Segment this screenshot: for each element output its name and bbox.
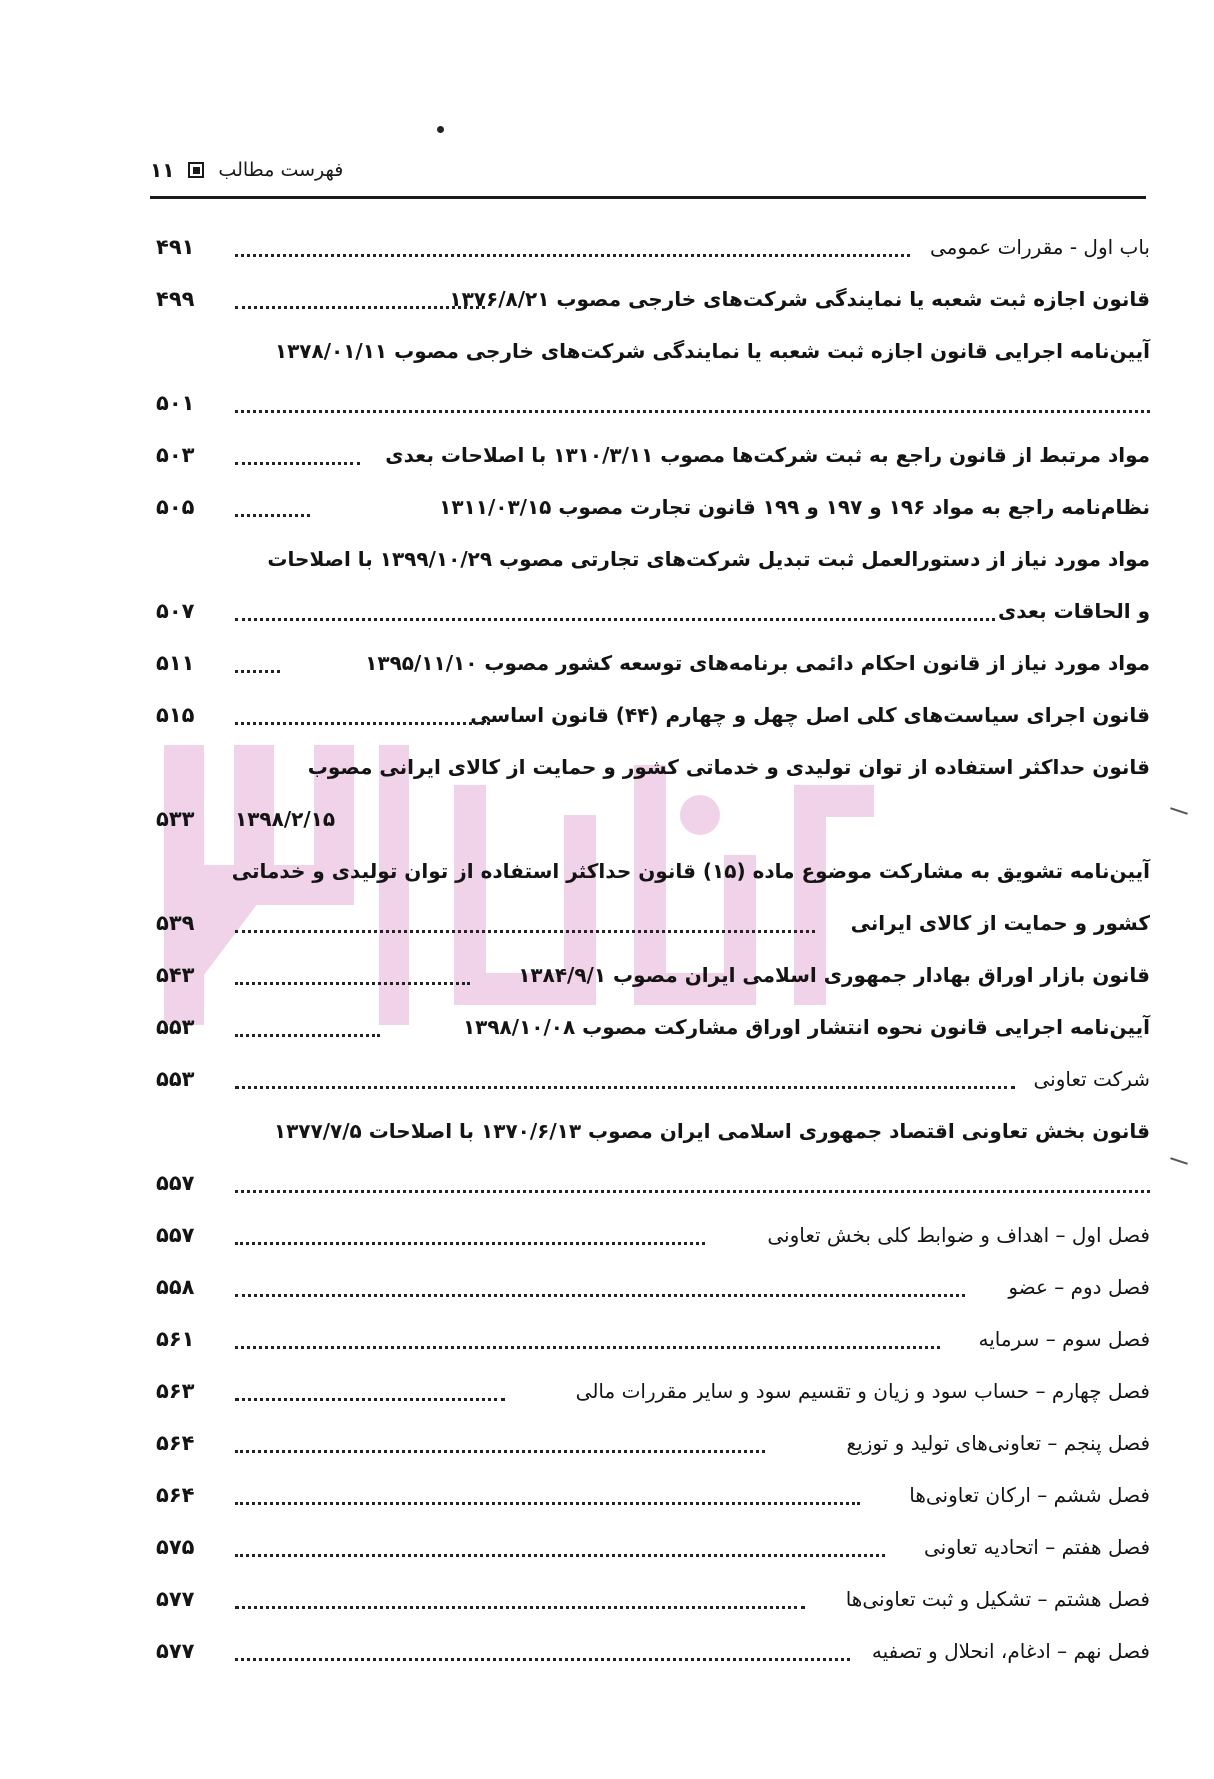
- toc-entry-title: مواد مرتبط از قانون راجع به ثبت شرکت‌ها مصوب ۱۳۱۰/۳/۱۱ با اصلاحات بعدی: [385, 443, 1150, 467]
- toc-entry-title-cont: ۱۳۹۸/۲/۱۵: [235, 807, 336, 831]
- header-rule: [150, 196, 1146, 199]
- toc-entry-page: ۵۵۳: [156, 1015, 195, 1039]
- toc-entry-page: ۵۰۷: [156, 599, 195, 623]
- dot-leader: [235, 916, 815, 933]
- toc-entry-page: ۵۵۷: [156, 1171, 195, 1195]
- toc-entry-title-cont: و الحاقات بعدی: [997, 599, 1150, 623]
- toc-entry[interactable]: [150, 856, 1150, 960]
- dot-leader: [235, 240, 910, 257]
- square-bullet-icon: [188, 162, 204, 178]
- toc-entry-page: ۵۵۸: [156, 1275, 195, 1299]
- dot-leader: [235, 1644, 850, 1661]
- dot-leader: [235, 1176, 1150, 1193]
- toc-entry[interactable]: [150, 232, 1150, 284]
- toc-entry[interactable]: [150, 1116, 1150, 1220]
- toc-chapter-entry[interactable]: [150, 1324, 1150, 1376]
- toc-entry-page: ۵۶۴: [156, 1483, 195, 1507]
- toc-entry-title: فصل سوم – سرمایه: [978, 1327, 1150, 1351]
- toc-chapter-entry[interactable]: [150, 1480, 1150, 1532]
- toc-entry-page: ۵۷۷: [156, 1587, 195, 1611]
- toc-entry-page: ۵۵۷: [156, 1223, 195, 1247]
- toc-chapter-entry[interactable]: [150, 1272, 1150, 1324]
- toc-entry-page: ۵۶۳: [156, 1379, 195, 1403]
- dot-leader: [235, 292, 485, 309]
- toc-entry-page: ۵۷۷: [156, 1639, 195, 1663]
- toc-chapter-entry[interactable]: [150, 1428, 1150, 1480]
- toc-chapter-entry[interactable]: [150, 1532, 1150, 1584]
- toc-entry-title: فصل هشتم – تشکیل و ثبت تعاونی‌ها: [845, 1587, 1150, 1611]
- print-speck: [437, 126, 444, 133]
- dot-leader: [235, 1592, 805, 1609]
- toc-entry-title: مواد مورد نیاز از دستورالعمل ثبت تبدیل شرکت‌های تجارتی مصوب ۱۳۹۹/۱۰/۲۹ با اصلاحات: [267, 547, 1150, 571]
- toc-entry-title: قانون بخش تعاونی اقتصاد جمهوری اسلامی ایران مصوب ۱۳۷۰/۶/۱۳ با اصلاحات ۱۳۷۷/۷/۵: [273, 1119, 1150, 1143]
- toc-entry-page: ۵۳۹: [156, 911, 195, 935]
- table-of-contents: [150, 232, 1150, 1688]
- margin-mark: [1170, 1157, 1188, 1164]
- toc-entry-page: ۵۱۵: [156, 703, 195, 727]
- toc-entry-title: فصل چهارم – حساب سود و زیان و تقسیم سود و سایر مقررات مالی: [575, 1379, 1150, 1403]
- toc-entry-title: فصل ششم – ارکان تعاونی‌ها: [909, 1483, 1150, 1507]
- toc-entry-title: آیین‌نامه اجرایی قانون نحوه انتشار اوراق مشارکت مصوب ۱۳۹۸/۱۰/۰۸: [462, 1015, 1150, 1039]
- toc-entry-title: باب اول - مقررات عمومی: [930, 235, 1150, 259]
- toc-entry-page: ۵۶۱: [156, 1327, 195, 1351]
- dot-leader: [235, 1072, 1015, 1089]
- dot-leader: [235, 500, 310, 517]
- toc-entry-page: ۴۹۱: [156, 235, 195, 259]
- toc-entry-page: ۵۴۳: [156, 963, 195, 987]
- toc-entry-title: قانون بازار اوراق بهادار جمهوری اسلامی ایران مصوب ۱۳۸۴/۹/۱: [518, 963, 1150, 987]
- dot-leader: [235, 968, 470, 985]
- toc-entry-page: ۵۵۳: [156, 1067, 195, 1091]
- toc-entry[interactable]: [150, 544, 1150, 648]
- toc-entry-page: ۵۱۱: [156, 651, 195, 675]
- toc-entry[interactable]: [150, 336, 1150, 440]
- dot-leader: [235, 1332, 940, 1349]
- toc-entry-title: شرکت تعاونی: [1033, 1067, 1150, 1091]
- toc-entry-page: ۵۰۳: [156, 443, 195, 467]
- toc-entry-title: فصل هفتم – اتحادیه تعاونی: [923, 1535, 1150, 1559]
- dot-leader: [235, 1228, 705, 1245]
- toc-chapter-entry[interactable]: [150, 1636, 1150, 1688]
- running-header: [150, 150, 1055, 190]
- toc-entry[interactable]: [150, 1064, 1150, 1116]
- dot-leader: [235, 448, 360, 465]
- dot-leader: [235, 656, 280, 673]
- toc-entry-title-cont: کشور و حمایت از کالای ایرانی: [850, 911, 1150, 935]
- dot-leader: [235, 1020, 380, 1037]
- toc-entry-title: قانون اجازه ثبت شعبه یا نمایندگی شرکت‌های خارجی مصوب ۱۳۷۶/۸/۲۱: [449, 287, 1150, 311]
- toc-entry-page: ۴۹۹: [156, 287, 195, 311]
- toc-entry-title: فصل اول – اهداف و ضوابط کلی بخش تعاونی: [767, 1223, 1150, 1247]
- dot-leader: [235, 1384, 505, 1401]
- dot-leader: [235, 1280, 965, 1297]
- toc-chapter-entry[interactable]: [150, 1376, 1150, 1428]
- toc-entry-title: قانون اجرای سیاست‌های کلی اصل چهل و چهارم (۴۴) قانون اساسی: [470, 703, 1150, 727]
- header-page-number: ۱۱: [150, 158, 175, 182]
- toc-entry[interactable]: [150, 700, 1150, 752]
- toc-entry-title: فصل پنجم – تعاونی‌های تولید و توزیع: [846, 1431, 1150, 1455]
- toc-entry[interactable]: [150, 440, 1150, 492]
- dot-leader: [235, 708, 490, 725]
- toc-entry[interactable]: [150, 752, 1150, 856]
- toc-entry-title: قانون حداکثر استفاده از توان تولیدی و خدماتی کشور و حمایت از کالای ایرانی مصوب: [307, 755, 1150, 779]
- toc-entry-page: ۵۶۴: [156, 1431, 195, 1455]
- toc-chapter-entry[interactable]: [150, 1220, 1150, 1272]
- toc-entry[interactable]: [150, 284, 1150, 336]
- toc-entry-title: نظام‌نامه راجع به مواد ۱۹۶ و ۱۹۷ و ۱۹۹ قانون تجارت مصوب ۱۳۱۱/۰۳/۱۵: [439, 495, 1150, 519]
- margin-mark: [1170, 807, 1188, 814]
- toc-entry[interactable]: [150, 960, 1150, 1012]
- dot-leader: [235, 1488, 860, 1505]
- toc-entry-page: ۵۳۳: [156, 807, 195, 831]
- dot-leader: [235, 396, 1150, 413]
- toc-entry-page: ۵۰۵: [156, 495, 195, 519]
- toc-entry-title: آیین‌نامه اجرایی قانون اجازه ثبت شعبه یا نمایندگی شرکت‌های خارجی مصوب ۱۳۷۸/۰۱/۱۱: [274, 339, 1150, 363]
- toc-entry-title: آیین‌نامه تشویق به مشارکت موضوع ماده (۱۵) قانون حداکثر استفاده از توان تولیدی و خدماتی: [231, 859, 1150, 883]
- toc-entry-title: فصل دوم – عضو: [1008, 1275, 1150, 1299]
- toc-entry[interactable]: [150, 492, 1150, 544]
- toc-entry-title: مواد مورد نیاز از قانون احکام دائمی برنامه‌های توسعه کشور مصوب ۱۳۹۵/۱۱/۱۰: [365, 651, 1150, 675]
- toc-entry-page: ۵۰۱: [156, 391, 195, 415]
- dot-leader: [235, 1540, 885, 1557]
- header-title: فهرست مطالب: [218, 159, 344, 181]
- dot-leader: [235, 604, 995, 621]
- toc-entry-title: فصل نهم – ادغام، انحلال و تصفیه: [871, 1639, 1150, 1663]
- toc-entry-page: ۵۷۵: [156, 1535, 195, 1559]
- dot-leader: [235, 1436, 765, 1453]
- toc-chapter-entry[interactable]: [150, 1584, 1150, 1636]
- toc-entry[interactable]: [150, 1012, 1150, 1064]
- toc-entry[interactable]: [150, 648, 1150, 700]
